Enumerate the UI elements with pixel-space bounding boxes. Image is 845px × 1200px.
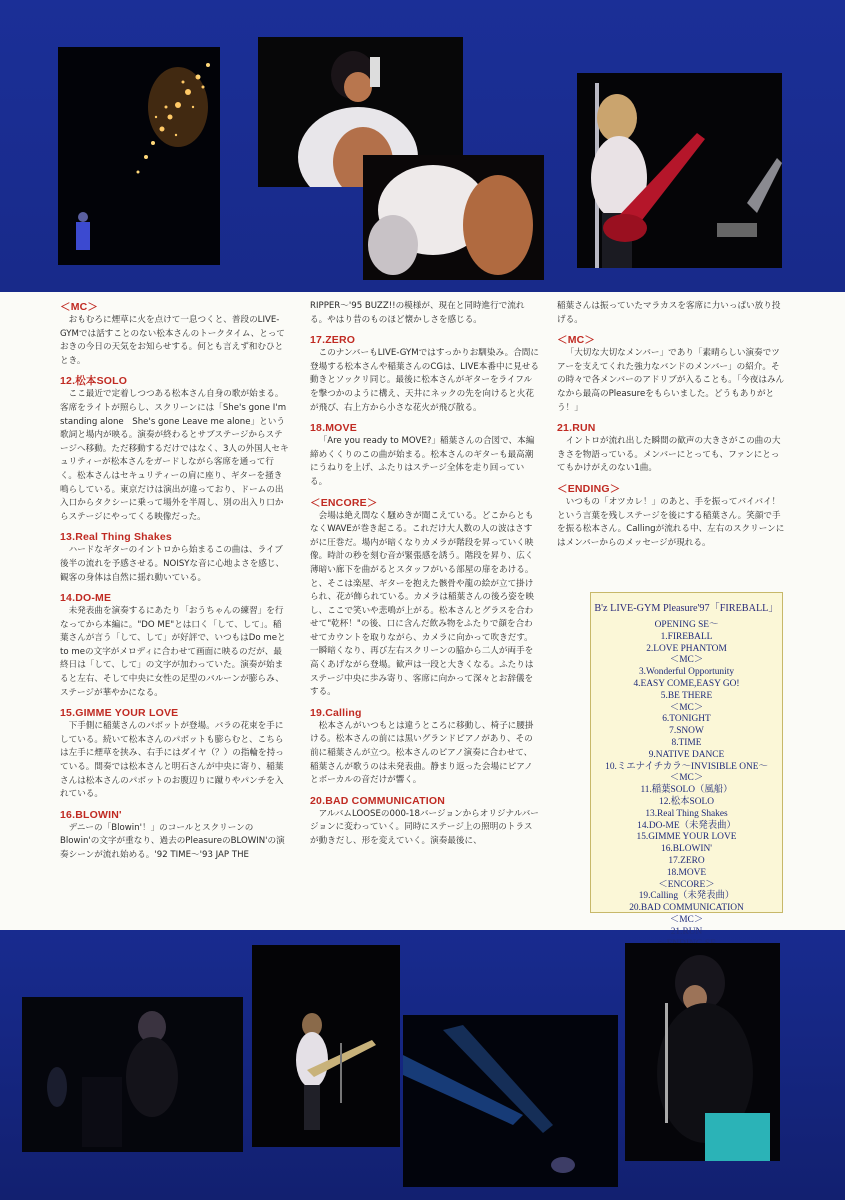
setlist-item: 15.GIMME YOUR LOVE xyxy=(636,832,737,843)
section-body: 「大切な大切なメンバー」であり「素晴らしい演奏でツアーを支えてくれた強力なバンドのメンバー」の紹介。その時々で各メンバーのアドリブが入ることも。「今夜はみんなから最高のPleasureをもらいました。どうもありがとう！」 xyxy=(557,348,785,413)
setlist-item: 3.Wonderful Opportunity xyxy=(638,667,735,678)
setlist-item: 8.TIME xyxy=(671,737,702,748)
setlist-item: 11.稲葉SOLO（風船） xyxy=(640,785,733,796)
section-body: おもむろに煙草に火を点けて一息つくと、普段のLIVE-GYMでは話すことのない松本さんのトークタイム、とっておきの今日の天気をお知らせする。何とも言えず和むひととき。 xyxy=(60,315,285,366)
setlist-item: 2.LOVE PHANTOM xyxy=(646,643,727,654)
setlist-item: 7.SNOW xyxy=(669,726,704,737)
text-column-2 xyxy=(310,300,540,849)
photo-bottom-singer-dark xyxy=(625,943,780,1161)
section-body: 松本さんがいつもとは違うところに移動し、椅子に腰掛ける。松本さんの前には黒いグランドピアノがあり、その前に稲葉さんが立つ。松本さんのピアノ演奏に合わせて、稲葉さんが歌うのは未発表曲。静まり返った会場にピアノとボーカルの音だけが響く。 xyxy=(310,720,534,786)
photo-pyrotechnics xyxy=(58,47,220,265)
setlist-item: 10.ミエナイチカラ〜INVISIBLE ONE〜 xyxy=(605,761,768,772)
section-heading: 20.BAD COMMUNICATION xyxy=(310,794,446,807)
setlist-item: 21.RUN xyxy=(670,926,703,937)
setlist-item: 19.Calling（未発表曲） xyxy=(638,891,735,902)
section-heading: 13.Real Thing Shakes xyxy=(60,531,172,544)
section-body: 下手側に稲葉さんのパボットが登場。バラの花束を手にしている。続いて松本さんのパボットも膨らむと、こちらは左手に煙草を挟み、右手にはダイヤ（？）の指輪を持っている。間奏では松本さんと明石さんが中央に寄り、稲葉さんは松本さんのパボットのお腹辺りに蹴りやパンチを入れている。 xyxy=(60,721,284,800)
section-heading: ＜ENCORE＞ xyxy=(310,496,378,509)
section-heading: ＜MC＞ xyxy=(557,334,596,347)
section-body: RIPPER〜'95 BUZZ!!の模様が、現在と同時進行で流れる。やはり昔のものほど懐かしさを感じる。 xyxy=(310,301,525,325)
setlist-item: 6.TONIGHT xyxy=(662,714,711,725)
setlist-item: 5.BE THERE xyxy=(660,690,713,701)
section-heading: 21.RUN xyxy=(557,422,596,435)
section-body: 「Are you ready to MOVE?」稲葉さんの合図で、本編締めくくりのこの曲が始まる。松本さんのギターも最高潮にうねりを上げ、ふたりはステージ全体を走り回っている。 xyxy=(310,436,535,487)
section-body: ハードなギターのイントロから始まるこの曲は、ライブ後半の流れを予感させる。NOISYな音に心地よさを感じ、観客の身体は自然に揺れ動いている。 xyxy=(60,545,285,583)
setlist-item: 17.ZERO xyxy=(668,855,705,866)
section-heading: ＜MC＞ xyxy=(60,301,99,313)
setlist-item: OPENING SE〜 xyxy=(654,620,719,630)
section-heading: 12.松本SOLO xyxy=(60,375,128,388)
section-heading: 16.BLOWIN' xyxy=(60,808,122,821)
photo-bottom-stage-lights xyxy=(403,1015,618,1187)
text-column-1 xyxy=(60,300,290,863)
section-body: デニーの「Blowin'！」のコールとスクリーンのBlowin'の文字が重なり、過去のPleasureのBLOWIN'の演奏シーンが流れ始める。'92 TIME〜'93 JAP THE xyxy=(60,822,285,860)
setlist-item: 16.BLOWIN' xyxy=(661,844,712,855)
setlist-item: 13.Real Thing Shakes xyxy=(645,808,728,819)
setlist-item: 20.BAD COMMUNICATION xyxy=(629,903,744,914)
section-body: ここ最近で定着しつつある松本さん自身の歌が始まる。客席をライトが照らし、スクリーンには「She's gone I'm standing alone She's gone Leave me alone」という歌詞と場内が映る。演奏が終わるとサブステージからステージへ移動。ただ移動するだけではなく、3人の外国人セキュリティーが松本さんをガードしながら客席を通って行く。松本さんはセキュリティーの肩に座り、ギターを掻き鳴らしている。東京だけは演出が違っており、ドームの出入口からタクシーに乗って場外を半周し、別の出入り口からステージにやってくる映像だった。 xyxy=(60,389,289,522)
photo-guitarist-red xyxy=(577,73,782,268)
photo-bottom-singer-mic xyxy=(22,997,243,1152)
section-body: 会場は絶え間なく騒めきが聞こえている。どこからともなくWAVEが巻き起こる。これだけ大人数の人の波はさすがに圧巻だ。場内が暗くなりカメラが階段を昇っていく映像。時計の秒を刻む音が緊張感を誘う。階段を昇り、広く薄暗い廊下を曲がるとスタッフがいる部屋の扉をあける。と、そこは楽屋、ギターを抱えた骸骨や龍の絵が立て掛けられ、花が飾られている。カメラは稲葉さんの後ろ姿を映し、ここで笑いや悲鳴が上がる。松本さんとグラスを合わせて"乾杯！"の後、口に含んだ飲み物をふたりで顔を合わせてカウントを取りながら、カメラに向かって吹きだす。一瞬暗くなり、再び左右スクリーンの脇から二人が両手を高くあげながら登場。歓声は一段と大きくなる。ふたりはステージ中央に歩み寄り、客席に向かって深々とお辞儀をする。 xyxy=(310,510,534,698)
setlist-item: ＜MC＞ xyxy=(669,655,704,666)
setlist-item: ＜MC＞ xyxy=(669,702,704,713)
setlist-item: ＜MC＞ xyxy=(669,773,704,784)
section-heading: 14.DO-ME xyxy=(60,592,112,605)
section-heading: 19.Calling xyxy=(310,706,362,719)
setlist-items xyxy=(591,620,782,950)
section-body: イントロが流れ出した瞬間の歓声の大きさがこの曲の大きさを物語っている。メンバーにとっても、ファンにとってもかけがえのない1曲。 xyxy=(557,436,781,474)
section-body: 未発表曲を演奏するにあたり「おうちゃんの練習」を行なってから本編に。"DO ME"とは口く「して、して」。稲葉さんが言う「して、して」が好評で、いつもはDo meとto meの文字がメロディに合わせて画面に映るのだが、最終日は「して、して」の文字が加わっていた。演奏が始まると左右、そして中央に女性の足型のバルーンが膨らみ、ステージが華やかになる。 xyxy=(60,606,286,698)
setlist-item: ＜ENCORE＞ xyxy=(658,879,715,890)
setlist-item: 12.松本SOLO xyxy=(659,796,714,807)
section-heading: ＜ENDING＞ xyxy=(557,482,621,495)
setlist-item: 4.EASY COME,EASY GO! xyxy=(633,678,740,689)
section-heading: 15.GIMME YOUR LOVE xyxy=(60,707,179,720)
section-body: このナンバーもLIVE-GYMではすっかりお馴染み。合間に登場する松本さんや稲葉さんのCGは、LIVE本番中に見せる動きとソックリ同じ。最後に松本さんがギターをライフルを撃つかのように構え、天井にネックの先を向けると火花が飛び、右上方から小さな花火が飛び散る。 xyxy=(310,348,539,413)
setlist-box xyxy=(590,592,783,937)
setlist-item: 18.MOVE xyxy=(666,867,707,878)
setlist-title: B'z LIVE-GYM Pleasure'97「FIREBALL」 xyxy=(594,603,779,614)
setlist-item: ＜MC＞ xyxy=(669,914,704,925)
section-body: アルバムLOOSEの000-18バージョンからオリジナルバージョンに変わっていく。同時にステージ上の照明のトラスが動きだし、形を変えていく。演奏最後に、 xyxy=(310,808,539,846)
section-body: 稲葉さんは振っていたマラカスを客席に力いっぱい放り投げる。 xyxy=(557,301,781,325)
text-column-3 xyxy=(557,300,787,550)
photo-singer-shirt xyxy=(363,155,544,280)
section-body: いつもの「オツカレ！」のあと、手を振ってバイバイ！という言葉を残しステージを後にする稲葉さん。笑顔で手を振る松本さん。Callingが流れる中、左右のスクリーンにはメンバーからのメッセージが現れる。 xyxy=(557,496,785,548)
section-heading: 18.MOVE xyxy=(310,422,357,435)
setlist-item: 1.FIREBALL xyxy=(660,631,713,642)
setlist-item: 14.DO-ME（未発表曲） xyxy=(637,820,736,831)
photo-bottom-guitarist xyxy=(252,945,400,1147)
setlist-item: 9.NATIVE DANCE xyxy=(648,749,725,760)
section-heading: 17.ZERO xyxy=(310,334,356,347)
